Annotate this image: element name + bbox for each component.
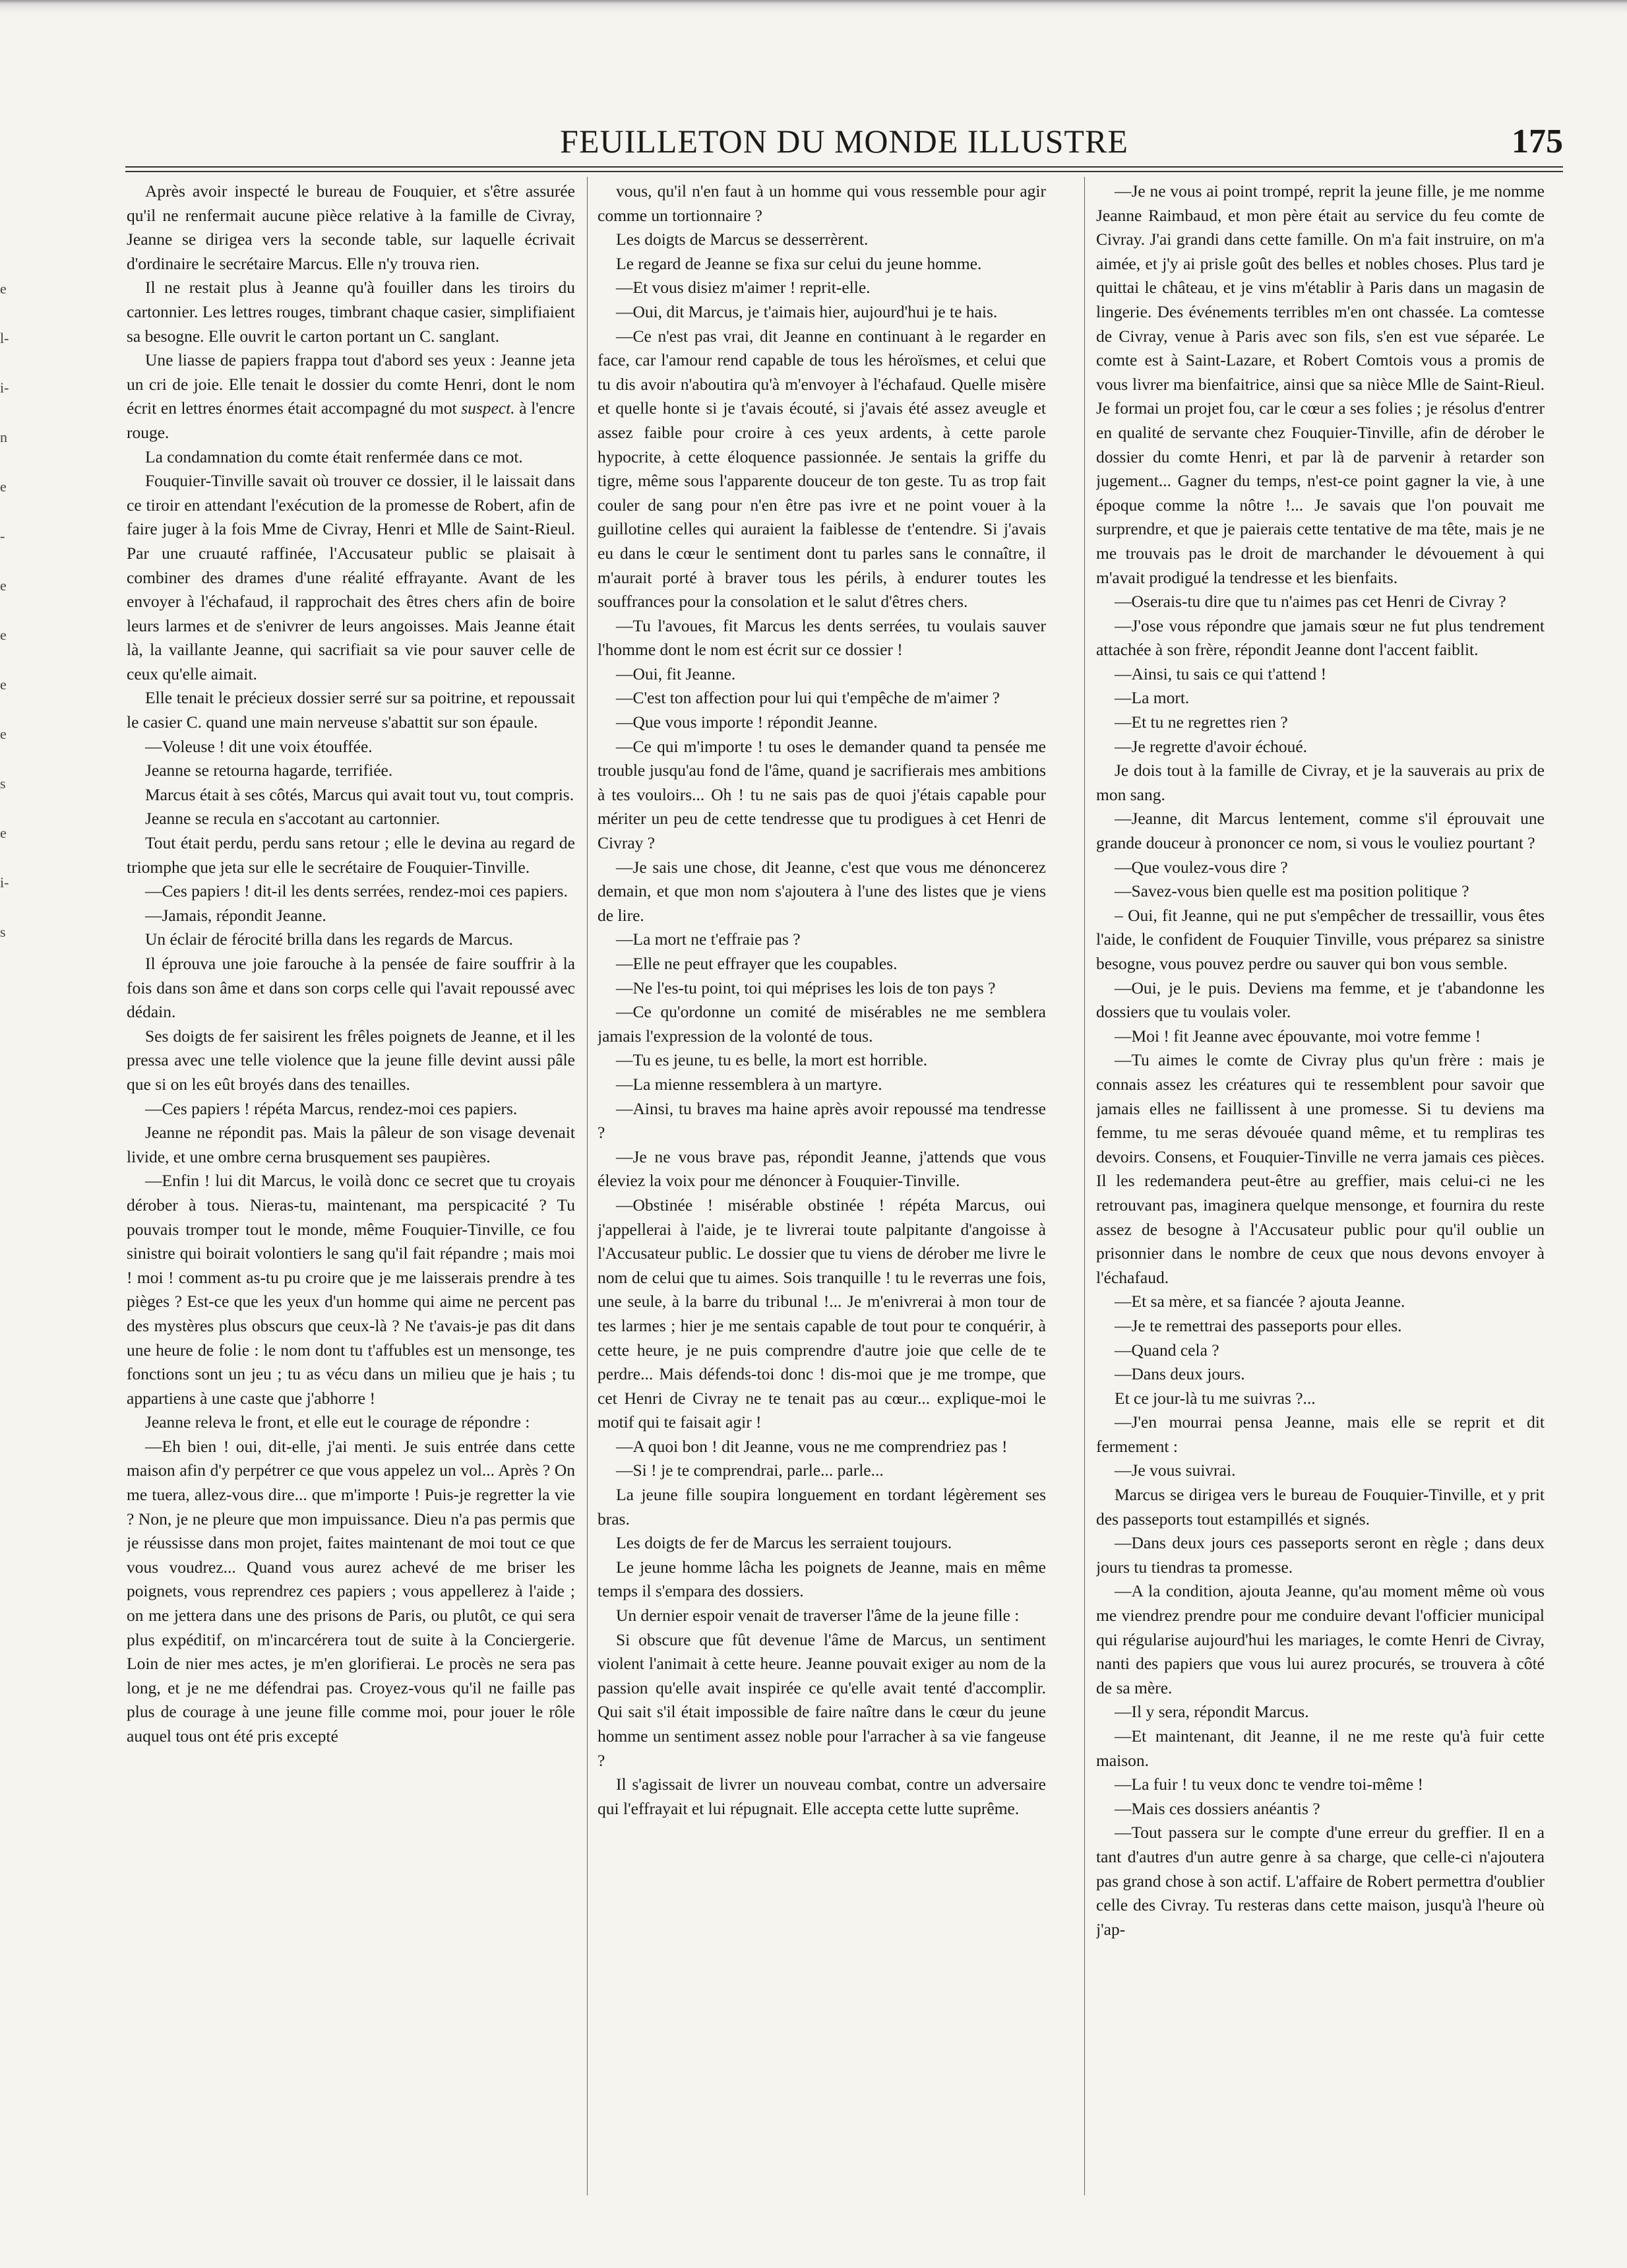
paragraph: Il s'agissait de livrer un nouveau combat, contre un adversaire qui l'effrayait et lui répugnait. Elle accepta cette lutte suprême. <box>598 1775 1046 1818</box>
paragraph: La jeune fille soupira longuement en tordant légèrement ses bras. <box>598 1485 1046 1528</box>
margin-fragment: e <box>0 280 7 297</box>
paragraph: Marcus se dirigea vers le bureau de Fouquier-Tinville, et y prit des passeports tout estampillés et signés. <box>1096 1485 1545 1528</box>
paragraph: Le regard de Jeanne se fixa sur celui du jeune homme. <box>616 253 982 273</box>
paragraph: —Je ne vous brave pas, répondit Jeanne, j'attends que vous éleviez la voix pour me dénoncer à Fouquier-Tinville. <box>598 1147 1046 1191</box>
paragraph: —Oui, dit Marcus, je t'aimais hier, aujourd'hui je te hais. <box>616 301 998 321</box>
paragraph: Tout était perdu, perdu sans retour ; elle le devina au regard de triomphe que jeta sur elle le secrétaire de Fouquier-Tinville. <box>127 833 575 877</box>
paragraph: Après avoir inspecté le bureau de Fouquier, et s'être assurée qu'il ne renfermait aucune pièce relative à la famille de Civray, Jeanne se dirigea vers la seconde table, sur laquelle écrivait d'ordinaire le secrétaire Marcus. Elle n'y trouva rien. <box>127 181 575 273</box>
paragraph: —Oserais-tu dire que tu n'aimes pas cet Henri de Civray ? <box>1115 592 1506 612</box>
paragraph: —Et tu ne regrettes rien ? <box>1115 712 1288 732</box>
paragraph: —La mort ne t'effraie pas ? <box>616 929 801 949</box>
paragraph: Jeanne releva le front, et elle eut le courage de répondre : <box>145 1412 530 1432</box>
paragraph: vous, qu'il n'en faut à un homme qui vous ressemble pour agir comme un tortionnaire ? <box>598 181 1046 225</box>
paragraph: —Je ne vous ai point trompé, reprit la jeune fille, je me nomme Jeanne Raimbaud, et mon père était au service du feu comte de Civray. J'ai grandi dans cette famille. On m'a fait instruire, on m'a aimée, et j'y ai prisle goût des belles et nobles choses. Plus tard je quittai le château, et je vins m'établir à Paris dans un magasin de lingerie. Des événements terribles m'en ont chassée. La comtesse de Civray, venue à Paris avec son fils, s'en est vue séparée. Le comte est à Saint-Lazare, et Robert Comtois vous a promis de vous livrer ma bienfaitrice, ainsi que sa nièce Mlle de Saint-Rieul. Je formai un projet fou, car le cœur a ses folies ; je résolus d'entrer en qualité de servante chez Fouquier-Tinville, afin de dérober le dossier du comte Henri, et par là de parvenir à retarder son jugement... Gagner du temps, n'est-ce point gagner la vie, à une époque comme la nôtre !... Je savais que l'on pouvait me surprendre, et que je paierais cette tentative de ma tête, mais je ne me trouvais pas le droit de marchander le dévouement à qui m'avait prodigué la tendresse et les bienfaits. <box>1096 181 1545 587</box>
margin-fragment: s <box>0 775 6 792</box>
paragraph: La condamnation du comte était renfermée dans ce mot. <box>145 447 523 466</box>
paragraph: Les doigts de fer de Marcus les serraient toujours. <box>616 1533 952 1553</box>
paragraph: —La mienne ressemblera à un martyre. <box>616 1074 882 1094</box>
paragraph: —Ne l'es-tu point, toi qui méprises les lois de ton pays ? <box>616 978 996 997</box>
column-divider <box>1084 177 1085 2195</box>
paragraph: —Oui, fit Jeanne. <box>616 664 736 683</box>
paragraph: Et ce jour-là tu me suivras ?... <box>1115 1388 1316 1408</box>
margin-fragment: e <box>0 478 7 495</box>
paragraph: —A quoi bon ! dit Jeanne, vous ne me comprendriez pas ! <box>616 1436 1008 1456</box>
paragraph: —Savez-vous bien quelle est ma position politique ? <box>1115 881 1469 901</box>
paragraph: —Oui, je le puis. Deviens ma femme, et je t'abandonne les dossiers que tu voulais voler. <box>1096 978 1545 1022</box>
paragraph: —Tu es jeune, tu es belle, la mort est horrible. <box>616 1050 928 1070</box>
paragraph: —Elle ne peut effrayer que les coupables. <box>616 954 898 973</box>
left-margin-fragments <box>0 264 16 957</box>
paragraph: —Il y sera, répondit Marcus. <box>1115 1702 1309 1722</box>
paragraph: Les doigts de Marcus se desserrèrent. <box>616 230 869 249</box>
paragraph: —Ainsi, tu sais ce qui t'attend ! <box>1115 664 1327 683</box>
margin-fragment: e <box>0 577 7 594</box>
column-divider <box>587 177 588 2195</box>
margin-fragment: e <box>0 825 7 841</box>
paragraph: —C'est ton affection pour lui qui t'empêche de m'aimer ? <box>616 688 1000 708</box>
margin-fragment: e <box>0 726 7 742</box>
paragraph: —Je te remettrai des passeports pour elles. <box>1115 1315 1402 1335</box>
page-title: FEUILLETON DU MONDE ILLUSTRE <box>560 123 1128 160</box>
paragraph: —Quand cela ? <box>1115 1340 1219 1360</box>
paragraph: Un dernier espoir venait de traverser l'âme de la jeune fille : <box>616 1606 1020 1625</box>
paragraph: Une liasse de papiers frappa tout d'abord ses yeux : Jeanne jeta un cri de joie. Elle tenait le dossier du comte Henri, dont le nom écrit en lettres énormes était accompagné du mot suspect. à l'encre rouge. <box>127 350 575 442</box>
paragraph: —Je sais une chose, dit Jeanne, c'est que vous me dénoncerez demain, et que mon nom s'ajoutera à l'une des listes que je viens de lire. <box>598 857 1046 925</box>
paragraph: —Obstinée ! misérable obstinée ! répéta Marcus, oui j'appellerai à l'aide, je te livrerai toute palpitante d'angoisse à l'Accusateur public. Le dossier que tu viens de dérober me livre le nom de celui que tu aimes. Sois tranquille ! tu le reverras une fois, une seule, à la barre du tribunal !... Je m'enivrerai à mon tour de tes larmes ; hier je me sentais capable de tout pour te conquérir, à cette heure, je ne puis comprendre d'autre joie que celle de te perdre... Mais défends-toi donc ! dis-moi que je me trompe, que cet Henri de Civray ne te tenait pas au cœur... explique-moi le motif qui te faisait agir ! <box>598 1195 1046 1432</box>
paragraph: —Que vous importe ! répondit Jeanne. <box>616 712 878 732</box>
paragraph: Elle tenait le précieux dossier serré sur sa poitrine, et repoussait le casier C. quand une main nerveuse s'abattit sur son épaule. <box>127 688 575 732</box>
top-edge-rule <box>0 0 1627 13</box>
paragraph: —Jeanne, dit Marcus lentement, comme s'il éprouvait une grande douceur à prononcer ce nom, si vous le vouliez pourtant ? <box>1096 809 1545 853</box>
paragraph: —Que voulez-vous dire ? <box>1115 857 1288 877</box>
paragraph: —Ce qui m'importe ! tu oses le demander quand ta pensée me trouble jusqu'au fond de l'âme, quand je sacrifierais mes ambitions à tes vouloirs... Oh ! tu ne sais pas de quoi j'étais capable pour mériter un peu de cette tendresse que tu prodigues à cet Henri de Civray ? <box>598 736 1046 853</box>
paragraph: —Moi ! fit Jeanne avec épouvante, moi votre femme ! <box>1115 1026 1481 1046</box>
paragraph: Ses doigts de fer saisirent les frêles poignets de Jeanne, et il les pressa avec une telle violence que la jeune fille devint aussi pâle que si on les eût broyés dans des tenailles. <box>127 1026 575 1094</box>
paragraph: Jeanne ne répondit pas. Mais la pâleur de son visage devenait livide, et une ombre cerna brusquement ses paupières. <box>127 1123 575 1166</box>
paragraph: Un éclair de férocité brilla dans les regards de Marcus. <box>145 929 513 949</box>
paragraph: Il ne restait plus à Jeanne qu'à fouiller dans les tiroirs du cartonnier. Les lettres rouges, timbrant chaque casier, simplifiaient sa besogne. Elle ouvrit le carton portant un C. sanglant. <box>127 278 575 346</box>
paragraph: —J'en mourrai pensa Jeanne, mais elle se reprit et dit fermement : <box>1096 1412 1545 1456</box>
paragraph: —Tu aimes le comte de Civray plus qu'un frère : mais je connais assez les créatures qui te ressemblent pour savoir que jamais elles ne faillissent à une promesse. Si tu deviens ma femme, tu me seras dévouée quand même, et tu rempliras tes devoirs. Consens, et Fouquier-Tinville ne verra jamais ces pièces. Il les redemandera peut-être au greffier, mais celui-ci ne les retrouvant pas, imaginera quelque mensonge, et fournira du reste assez de besogne à l'Accusateur public pour qu'il oublie un prisonnier dans le nombre de ceux que nous devons envoyer à l'échafaud. <box>1096 1050 1545 1287</box>
paragraph: Jeanne se retourna hagarde, terrifiée. <box>145 761 393 780</box>
page-number: 175 <box>1512 123 1563 160</box>
paragraph: —Et sa mère, et sa fiancée ? ajouta Jeanne. <box>1115 1292 1405 1311</box>
margin-fragment: i- <box>0 874 9 891</box>
margin-fragment: - <box>0 528 5 544</box>
paragraph: —La mort. <box>1115 688 1190 708</box>
paragraph: —Si ! je te comprendrai, parle... parle... <box>616 1461 884 1480</box>
margin-fragment: s <box>0 924 6 940</box>
paragraph: Il éprouva une joie farouche à la pensée de faire souffrir à la fois dans son âme et dans son corps celle qui l'avait repoussé avec dédain. <box>127 954 575 1022</box>
paragraph: —Voleuse ! dit une voix étouffée. <box>145 736 373 756</box>
paragraph: —Dans deux jours ces passeports seront en règle ; dans deux jours tu tiendras ta promesse. <box>1096 1533 1545 1577</box>
paragraph: —Ce n'est pas vrai, dit Jeanne en continuant à le regarder en face, car l'amour rend capable de tous les héroïsmes, et celui que tu dis avoir n'aboutira qu'à m'envoyer à l'échafaud. Quelle misère et quelle honte si je t'avais écouté, si j'avais été assez aveugle et assez faible pour croire à ces yeux ardents, à cette parole hypocrite, à cette éloquence passionnée. Je sentais la griffe du tigre, même sous l'apparente douceur de ton geste. Tu as trop fait couler de sang pour n'en être pas ivre et ne point vouer à la guillotine celles qui auraient la faiblesse de t'entendre. Si j'avais eu dans le cœur le sentiment dont tu parles sans le connaître, il m'aurait porté à braver tous les périls, à endurer toutes les souffrances pour la consolation et le salut d'êtres chers. <box>598 326 1046 612</box>
paragraph: —Je vous suivrai. <box>1115 1461 1236 1480</box>
margin-fragment: e <box>0 627 7 643</box>
paragraph: —J'ose vous répondre que jamais sœur ne fut plus tendrement attachée à son frère, répondit Jeanne dont l'accent faiblit. <box>1096 615 1545 660</box>
paragraph: Je dois tout à la famille de Civray, et je la sauverais au prix de mon sang. <box>1096 761 1545 804</box>
paragraph: —Tu l'avoues, fit Marcus les dents serrées, tu voulais sauver l'homme dont le nom est écrit sur ce dossier ! <box>598 615 1046 660</box>
paragraph: —A la condition, ajouta Jeanne, qu'au moment même où vous me viendrez prendre pour me conduire devant l'officier municipal qui régularise aujourd'hui les mariages, le comte Henri de Civray, nanti des papiers que vous lui aurez procurés, se trouvera à côté de sa mère. <box>1096 1581 1545 1697</box>
paragraph: – Oui, fit Jeanne, qui ne put s'empêcher de tressaillir, vous êtes l'aide, le confident de Fouquier Tinville, vous préparez sa sinistre besogne, vous pouvez perdre ou sauver qui bon vous semble. <box>1096 905 1545 973</box>
header-rule <box>125 166 1563 168</box>
paragraph: —Eh bien ! oui, dit-elle, j'ai menti. Je suis entrée dans cette maison afin d'y perpétrer ce que vous appelez un vol... Après ? On me tuera, allez-vous dire... que m'importe ! Puis-je regretter la vie ? Non, je ne pleure que mon impuissance. Dieu n'a pas permis que je réussisse dans mon projet, faites maintenant de moi tout ce que vous voudrez... Quand vous aurez achevé de me briser les poignets, vous reprendrez ces papiers ; vous appellerez à l'aide ; on me jettera dans une des prisons de Paris, ou plutôt, ce qui sera plus expéditif, on m'incarcérera tout de suite à la Conciergerie. Loin de nier mes actes, je m'en glorifierai. Le procès ne sera pas long, et je ne me défendrai pas. Croyez-vous qu'il ne faille pas plus de courage à une jeune fille comme moi, pour jouer le rôle auquel tous ont été pris excepté <box>127 1436 575 1746</box>
paragraph: Jeanne se recula en s'accotant au cartonnier. <box>145 809 441 829</box>
header-rule <box>125 171 1563 172</box>
text-column-2 <box>598 179 1046 2211</box>
text-column-1 <box>127 179 575 2211</box>
paragraph: —Enfin ! lui dit Marcus, le voilà donc ce secret que tu croyais dérober à tous. Nieras-tu, maintenant, ma perspicacité ? Tu pouvais tromper tout le monde, même Fouquier-Tinville, ce fou sinistre qui boirait volontiers le sang qu'il fait répandre ; mais moi ! moi ! comment as-tu pu croire que je me laisserais prendre à tes pièges ? Est-ce que les yeux d'un homme qui aime ne percent pas des mystères plus obscurs que ceux-là ? Ne t'avais-je pas dit dans une heure de folie : le nom dont tu t'affubles est un mensonge, tes fonctions sont un jeu ; tu as vécu dans un milieu que je hais ; tu appartiens à une caste que j'abhorre ! <box>127 1171 575 1408</box>
paragraph: Marcus était à ses côtés, Marcus qui avait tout vu, tout compris. <box>145 784 574 804</box>
paragraph: —Dans deux jours. <box>1115 1364 1245 1384</box>
paragraph: —La fuir ! tu veux donc te vendre toi-même ! <box>1115 1775 1424 1794</box>
paragraph: —Ces papiers ! répéta Marcus, rendez-moi ces papiers. <box>145 1098 518 1118</box>
paragraph: —Je regrette d'avoir échoué. <box>1115 736 1308 756</box>
paragraph: —Ce qu'ordonne un comité de misérables ne me semblera jamais l'expression de la volonté de tous. <box>598 1002 1046 1046</box>
paragraph: —Mais ces dossiers anéantis ? <box>1115 1798 1320 1818</box>
paragraph: —Ainsi, tu braves ma haine après avoir repoussé ma tendresse ? <box>598 1098 1046 1143</box>
paragraph: —Ces papiers ! dit-il les dents serrées, rendez-moi ces papiers. <box>145 881 568 901</box>
emphasized-word: suspect. <box>461 398 515 418</box>
margin-fragment: i- <box>0 379 9 396</box>
margin-fragment: l- <box>0 330 9 346</box>
paragraph: Fouquier-Tinville savait où trouver ce dossier, il le laissait dans ce tiroir en attendant l'exécution de la promesse de Robert, afin de faire juger à la fois Mme de Civray, Henri et Mlle de Saint-Rieul. Par une cruauté raffinée, l'Accusateur public se plaisait à combiner des drames d'une réalité effrayante. Avant de les envoyer à l'échafaud, il rapprochait des êtres chers afin de boire leurs larmes et de s'enivrer de leurs angoisses. Mais Jeanne était là, la vaillante Jeanne, qui sacrifiait sa vie pour sauver celle de ceux qu'elle aimait. <box>127 471 575 683</box>
paragraph: —Tout passera sur le compte d'une erreur du greffier. Il en a tant d'autres d'un autre genre à sa charge, que celle-ci n'ajoutera pas grand chose à son actif. L'affaire de Robert permettra d'oublier celle des Civray. Tu resteras dans cette maison, jusqu'à l'heure où j'ap- <box>1096 1823 1545 1939</box>
text-column-3 <box>1096 179 1545 2211</box>
paragraph: Le jeune homme lâcha les poignets de Jeanne, mais en même temps il s'empara des dossiers. <box>598 1557 1046 1601</box>
paragraph: —Jamais, répondit Jeanne. <box>145 905 326 925</box>
paragraph: —Et maintenant, dit Jeanne, il ne me reste qu'à fuir cette maison. <box>1096 1726 1545 1770</box>
paragraph: —Et vous disiez m'aimer ! reprit-elle. <box>616 278 871 298</box>
margin-fragment: e <box>0 676 7 693</box>
margin-fragment: n <box>0 429 7 445</box>
paragraph: Si obscure que fût devenue l'âme de Marcus, un sentiment violent l'animait à cette heure. Jeanne pouvait exiger au nom de la passion qu'elle avait inspirée ce qu'elle avait tenté d'accomplir. Qui sait s'il était impossible de faire naître dans le cœur du jeune homme un sentiment assez noble pour l'arracher à sa vie fangeuse ? <box>598 1629 1046 1770</box>
